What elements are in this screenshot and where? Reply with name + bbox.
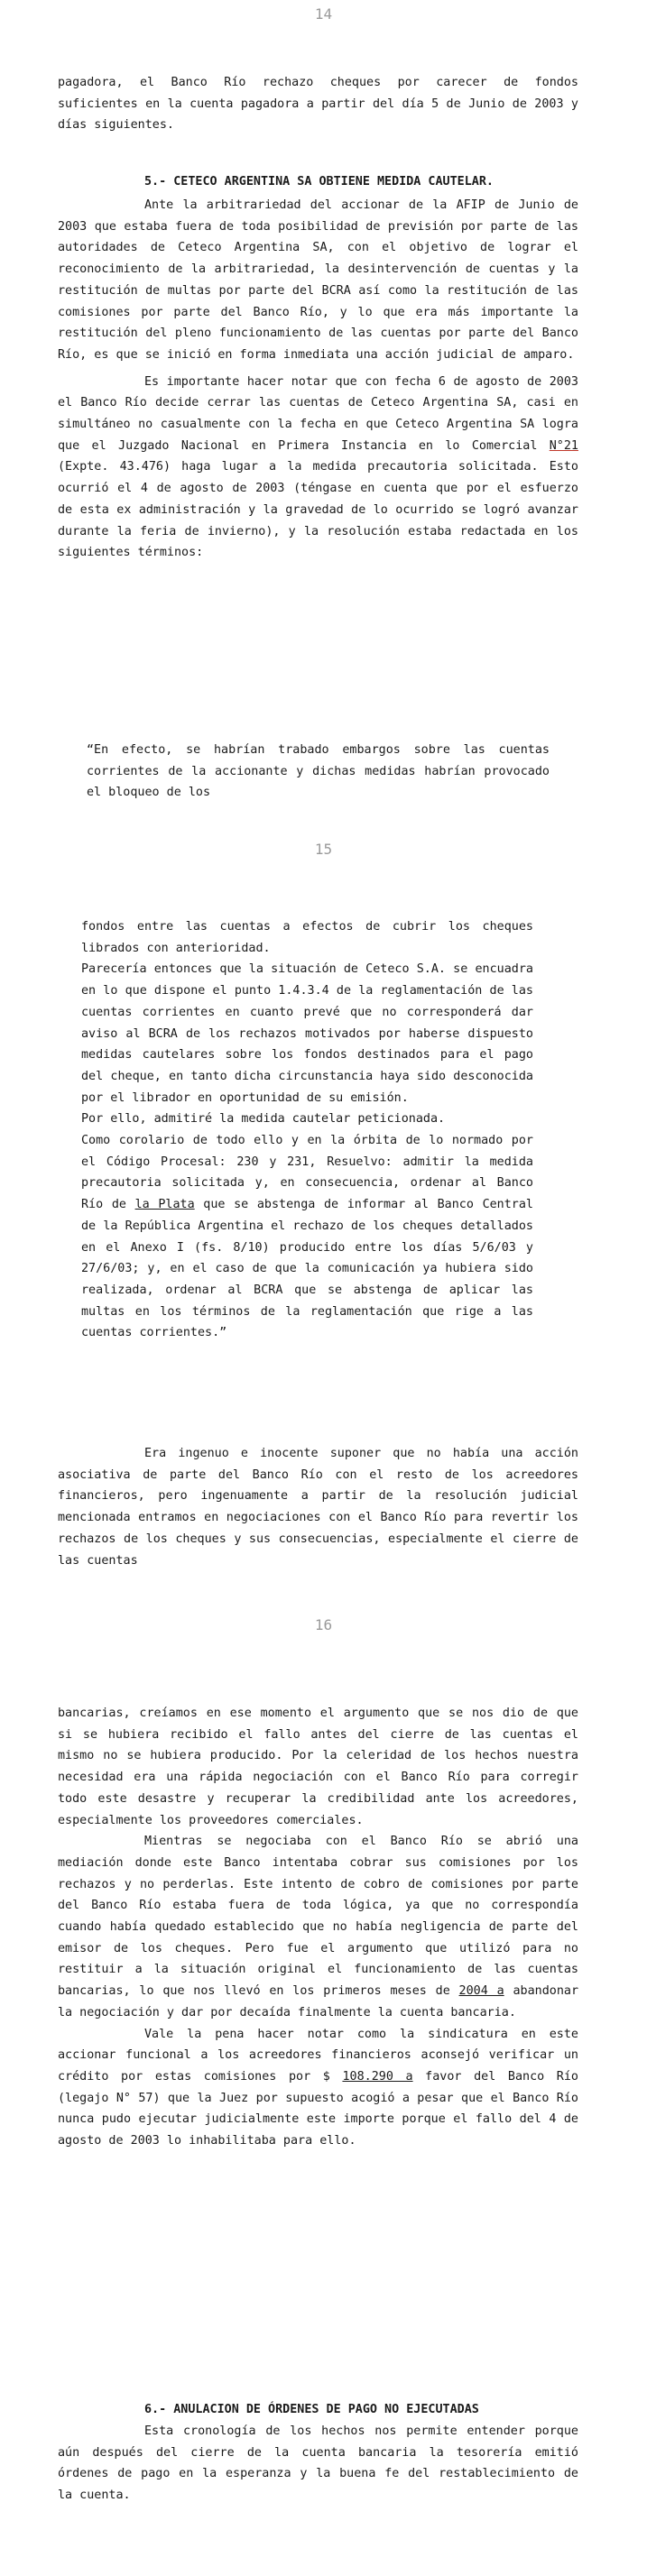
page-14-opening: [58, 72, 578, 136]
section-heading-5: 5.- CETECO ARGENTINA SA OBTIENE MEDIDA CAUTELAR.: [144, 175, 494, 189]
paragraph: Era ingenuo e inocente suponer que no había una acción asociativa de parte del Banco Río con el resto de los acreedores financieros, pero ingenuamente a partir de la resolución judicial mencionada entramos en negociaciones con el Banco Río para revertir los rechazos de los cheques y sus consecuencias, especialmente el cierre de las cuentas: [58, 1447, 578, 1568]
amount-reference: 108.290 a: [342, 2069, 413, 2084]
year-reference: 2004 a: [458, 1984, 504, 1999]
page-14-quote: [87, 740, 550, 804]
page-14-body: [58, 195, 578, 564]
paragraph: Esta cronología de los hechos nos permite entender porque aún después del cierre de la cuenta bancaria la tesorería emitió órdenes de pago en la esperanza y la buena fe del restablecimiento de la cuenta.: [58, 2424, 578, 2503]
paragraph: bancarias, creíamos en ese momento el argumento que se nos dio de que si se hubiera recibido el fallo antes del cierre de las cuentas el mismo no se hubiera producido. Por la celeridad de los hechos nuestra necesidad era una rápida negociación con el Banco Río para corregir todo este desastre y recuperar la credibilidad ante los acreedores, especialmente los proveedores comerciales.: [58, 1707, 578, 1827]
quote-text: Por ello, admitiré la medida cautelar peticionada.: [81, 1112, 446, 1127]
page-16-closing: [58, 2421, 578, 2507]
court-number: N°21: [549, 438, 578, 453]
quote-text: fondos entre las cuentas a efectos de cubrir los cheques librados con anterioridad.: [81, 920, 533, 955]
paragraph: Mientras se negociaba con el Banco Río se abrió una mediación donde este Banco intentaba cobrar sus comisiones por los rechazos y no perderlas. Este intento de cobro de comisiones por parte del Banco Río estaba fuera de toda lógica, ya que no correspondía cuando había quedado establecido que no había negligencia de parte del emisor de los cheques. Pero fue el argumento que utilizó para no restituir a la situación original el funcionamiento de las cuentas bancarias, lo que nos llevó en los primeros meses de 2004 a abandonar la negociación y dar por decaída finalmente la cuenta bancaria.: [58, 1835, 579, 2019]
page-number-15: 15: [314, 841, 333, 858]
page-15-quote: [81, 916, 533, 1344]
page-number-14: 14: [314, 5, 333, 23]
quote-text: Como corolario de todo ello y en la órbita de lo normado por el Código Procesal: 230 y 231, Resuelvo: admitir la medida precautoria solicitada y, en consecuencia, ordenar al Banco Río de la Plata que se abstenga de informar al Banco Central de la República Argentina el rechazo de los cheques detallados en el Anexo I (fs. 8/10) producido entre los días 5/6/03 y 27/6/03; y, en el caso de que la comunicación ya hubiera sido realizada, ordenar al BCRA que se abstenga de aplicar las multas en los términos de la reglamentación que rige a las cuentas corrientes.”: [81, 1134, 533, 1340]
quote-text: Parecería entonces que la situación de Ceteco S.A. se encuadra en lo que dispone el punto 1.4.3.4 de la reglamentación de las cuentas corrientes en cuanto prevé que no corresponderá dar aviso al BCRA de los rechazos motivados por haberse dispuesto medidas cautelares sobre los fondos destinados para el pago del cheque, en tanto dicha circunstancia haya sido desconocida por el librador en oportunidad de su emisión.: [81, 962, 533, 1105]
page-16-body: [58, 1703, 578, 2152]
place-name: la Plata: [134, 1198, 195, 1212]
paragraph: Vale la pena hacer notar como la sindicatura en este accionar funcional a los acreedores financieros aconsejó verificar un crédito por estas comisiones por $ 108.290 a favor del Banco Río (legajo N° 57) que la Juez por supuesto acogió a pesar que el Banco Río nunca pudo ejecutar judicialmente este importe porque el fallo del 4 de agosto de 2003 lo inhabilitaba para ello.: [58, 2027, 578, 2148]
page-number-16: 16: [314, 1616, 333, 1633]
quote-text: “En efecto, se habrían trabado embargos sobre las cuentas corrientes de la accionante y dichas medidas habrían provocado el bloqueo de los: [87, 743, 550, 800]
page-15-body: [58, 1443, 578, 1571]
paragraph: Ante la arbitrariedad del accionar de la AFIP de Junio de 2003 que estaba fuera de toda posibilidad de previsión por parte de las autoridades de Ceteco Argentina SA, con el objetivo de lograr el reconocimiento de la arbitrariedad, la desintervención de cuentas y la restitución de multas por parte del BCRA así como la restitución de las comisiones por parte del Banco Río, y lo que era más importante la restitución del pleno funcionamiento de las cuentas por parte del Banco Río, es que se inició en forma inmediata una acción judicial de amparo.: [58, 198, 578, 362]
paragraph: pagadora, el Banco Río rechazo cheques por carecer de fondos suficientes en la cuenta pagadora a partir del día 5 de Junio de 2003 y días siguientes.: [58, 76, 578, 133]
section-heading-6: 6.- ANULACION DE ÓRDENES DE PAGO NO EJECUTADAS: [144, 2403, 479, 2416]
paragraph: Es importante hacer notar que con fecha 6 de agosto de 2003 el Banco Río decide cerrar las cuentas de Ceteco Argentina SA, casi en simultáneo no casualmente con la fecha en que Ceteco Argentina SA logra que el Juzgado Nacional en Primera Instancia en lo Comercial N°21 (Expte. 43.476) haga lugar a la medida precautoria solicitada. Esto ocurrió el 4 de agosto de 2003 (téngase en cuenta que por el esfuerzo de esta ex administración y la gravedad de lo ocurrido se logró avanzar durante la feria de invierno), y la resolución estaba redactada en los siguientes términos:: [58, 374, 578, 560]
